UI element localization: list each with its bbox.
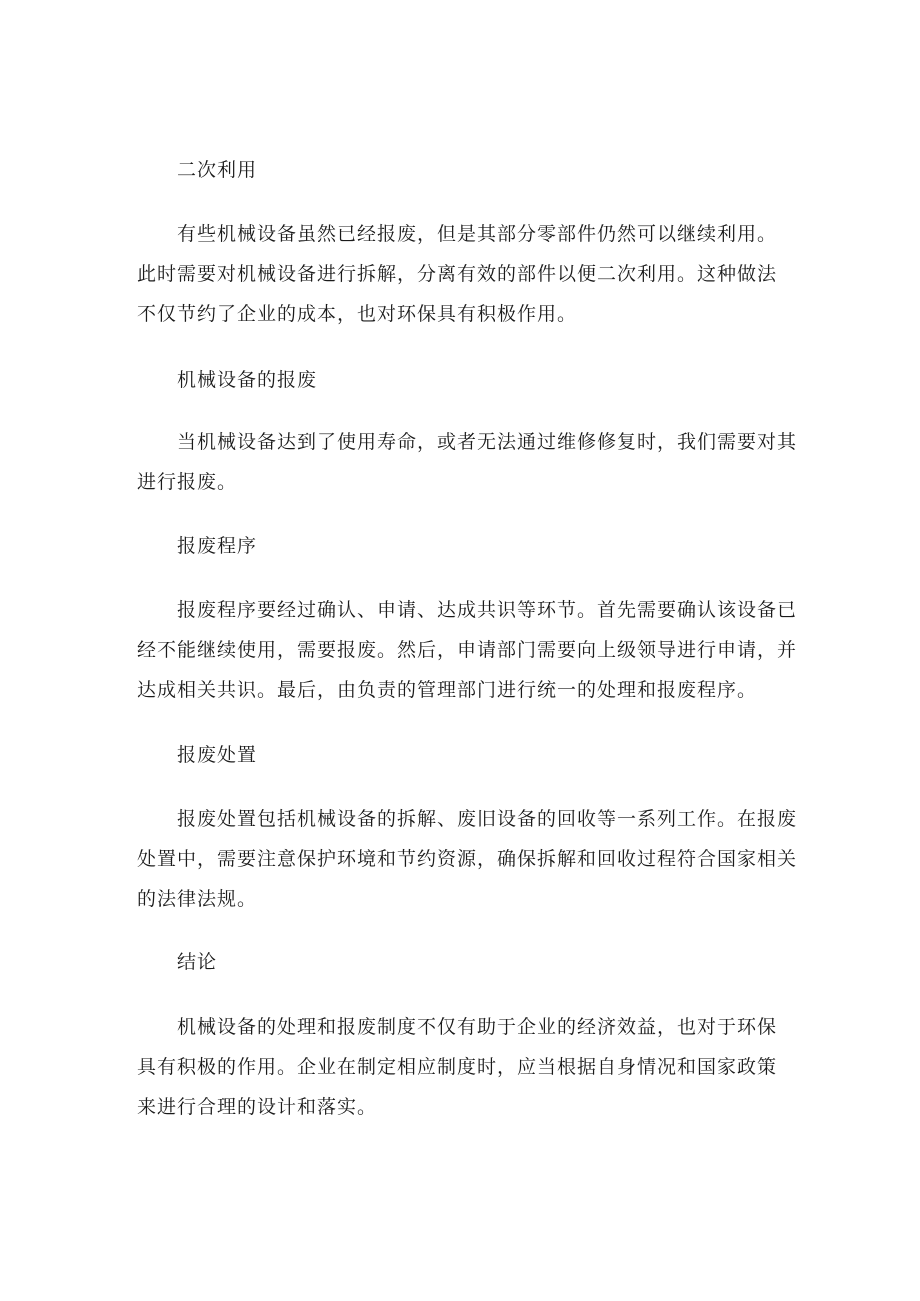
paragraph-line: 处置中，需要注意保护环境和节约资源，确保拆解和回收过程符合国家相关 [137, 848, 798, 870]
paragraph-line: 来进行合理的设计和落实。 [137, 1096, 378, 1118]
section-heading-secondary-use: 二次利用 [177, 159, 258, 181]
paragraph-line: 进行报废。 [137, 471, 238, 493]
paragraph-line: 报废处置包括机械设备的拆解、废旧设备的回收等一系列工作。在报废 [177, 808, 798, 830]
paragraph-line: 报废程序要经过确认、申请、达成共识等环节。首先需要确认该设备已 [177, 599, 798, 621]
paragraph-line: 此时需要对机械设备进行拆解，分离有效的部件以便二次利用。这种做法 [137, 263, 778, 285]
section-heading-scrap-disposal: 报废处置 [177, 744, 258, 766]
section-heading-conclusion: 结论 [177, 951, 218, 973]
section-paragraph-secondary-use [137, 214, 797, 334]
section-paragraph-conclusion [137, 1007, 797, 1127]
paragraph-line: 不仅节约了企业的成本，也对环保具有积极作用。 [137, 303, 578, 325]
paragraph-line: 的法律法规。 [137, 888, 258, 910]
paragraph-line: 经不能继续使用，需要报废。然后，申请部门需要向上级领导进行申请，并 [137, 639, 798, 661]
section-paragraph-scrapping-procedure [137, 590, 797, 710]
section-heading-equipment-scrapping: 机械设备的报废 [177, 369, 318, 391]
paragraph-line: 当机械设备达到了使用寿命，或者无法通过维修修复时，我们需要对其 [177, 431, 798, 453]
document-body [137, 150, 797, 1127]
section-paragraph-scrap-disposal [137, 799, 797, 919]
paragraph-line: 机械设备的处理和报废制度不仅有助于企业的经济效益，也对于环保 [177, 1016, 778, 1038]
section-heading-scrapping-procedure: 报废程序 [177, 535, 258, 557]
paragraph-line: 达成相关共识。最后，由负责的管理部门进行统一的处理和报废程序。 [137, 679, 758, 701]
paragraph-line: 有些机械设备虽然已经报废，但是其部分零部件仍然可以继续利用。 [177, 223, 778, 245]
paragraph-line: 具有积极的作用。企业在制定相应制度时，应当根据自身情况和国家政策 [137, 1056, 778, 1078]
section-paragraph-equipment-scrapping [137, 422, 797, 502]
